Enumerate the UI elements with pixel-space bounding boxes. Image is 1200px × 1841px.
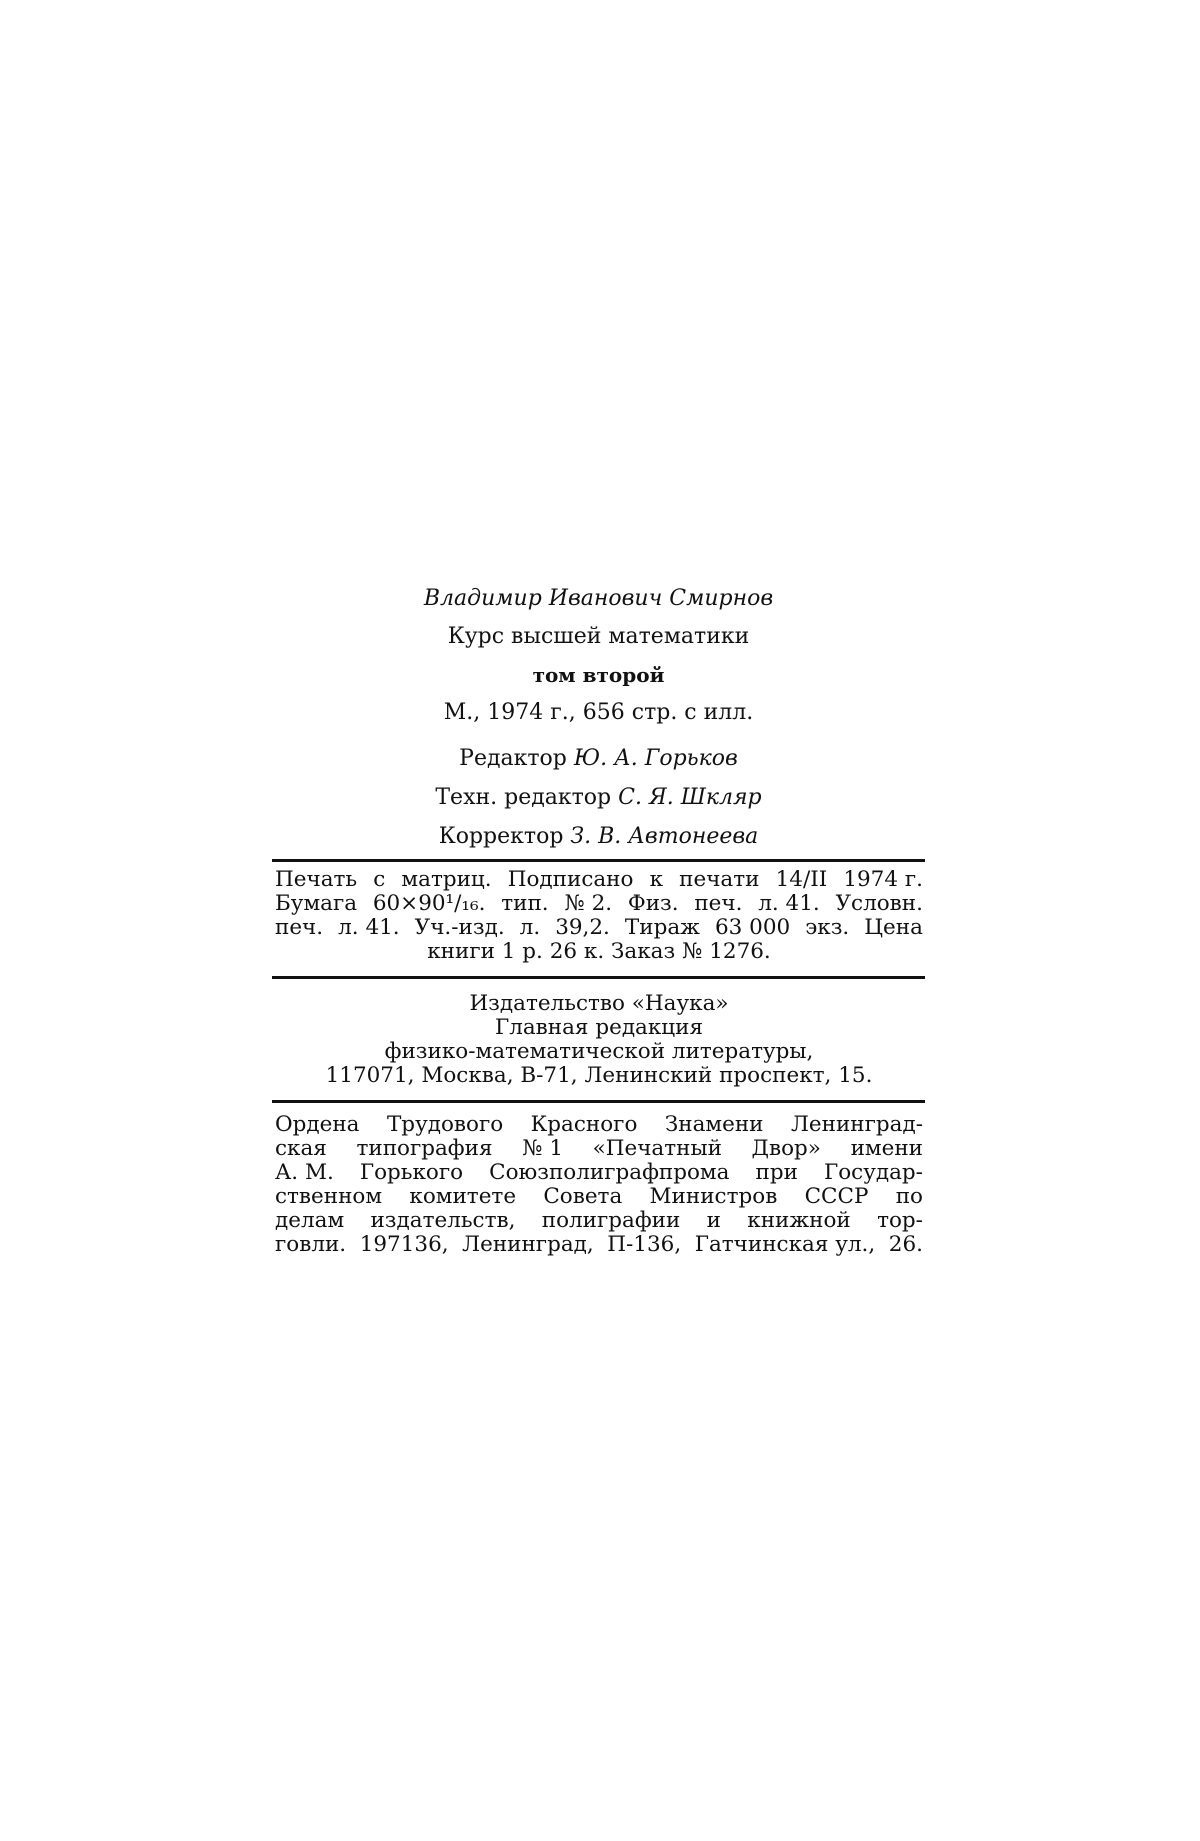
publisher-address: 117071, Москва, В-71, Ленинский проспект, 15.: [325, 1063, 873, 1088]
typography-word: Горького: [359, 1160, 464, 1185]
typography-word: № 1: [522, 1136, 563, 1161]
typography-line-2: [275, 1136, 923, 1161]
printing-word: л. 41.: [338, 915, 400, 940]
tech-editor-name: С. Я. Шкляр: [618, 785, 762, 810]
printing-word: тип.: [501, 891, 549, 916]
typography-word: Гатчинская ул.,: [694, 1232, 876, 1257]
typography-word: Двор»: [751, 1136, 821, 1161]
book-title: Курс высшей математики: [447, 624, 750, 649]
typography-line-4: [275, 1184, 923, 1209]
printing-word: экз.: [805, 915, 850, 940]
printing-word: Бумага: [275, 891, 358, 916]
printing-word: с: [373, 867, 386, 892]
typography-word: тор-: [877, 1208, 923, 1233]
printing-word: к: [649, 867, 664, 892]
printing-word: № 2.: [564, 891, 613, 916]
printing-word: Цена: [864, 915, 923, 940]
typography-word: делам: [275, 1208, 345, 1233]
typography-word: А. М.: [275, 1160, 334, 1185]
volume-label: том второй: [532, 663, 665, 687]
typography-word: по: [895, 1184, 923, 1209]
printing-word: печати: [679, 867, 760, 892]
typography-word: ственном: [275, 1184, 383, 1209]
typography-line-3: [275, 1160, 923, 1185]
typography-word: Министров: [649, 1184, 778, 1209]
editor-name: Ю. А. Горьков: [573, 746, 738, 771]
printing-word: Подписано: [507, 867, 634, 892]
typography-word: Красного: [530, 1112, 638, 1137]
author-name: Владимир Иванович Смирнов: [423, 586, 774, 611]
typography-word: 26.: [888, 1232, 923, 1257]
publisher-name: Издательство «Наука»: [469, 991, 729, 1016]
tech-editor-line: [272, 785, 925, 811]
printing-word: печ.: [694, 891, 743, 916]
typography-word: Государ-: [823, 1160, 923, 1185]
printing-word: 63 000: [714, 915, 791, 940]
printing-word: Условн.: [835, 891, 923, 916]
typography-word: и: [706, 1208, 721, 1233]
printing-word: Физ.: [627, 891, 679, 916]
proofreader-role: Корректор: [438, 824, 564, 849]
typography-word: Союзполиграфпрома: [489, 1160, 730, 1185]
typography-word: П-136,: [607, 1232, 682, 1257]
printing-line-4: книги 1 р. 26 к. Заказ № 1276.: [427, 939, 771, 964]
typography-word: ская: [275, 1136, 327, 1161]
typography-word: Трудового: [386, 1112, 504, 1137]
typography-word: Знамени: [664, 1112, 764, 1137]
typography-word: типография: [356, 1136, 493, 1161]
printing-word: 1974 г.: [843, 867, 923, 892]
typography-word: Совета: [543, 1184, 623, 1209]
proofreader-name: З. В. Автонеева: [570, 824, 759, 849]
printing-word: Тираж: [624, 915, 700, 940]
printing-word: Печать: [275, 867, 358, 892]
printing-word: 60×90¹/₁₆.: [372, 891, 486, 916]
printing-line-1: [275, 867, 923, 892]
editor-line: [272, 746, 925, 772]
printing-word: матриц.: [401, 867, 492, 892]
typography-word: Ленинград,: [462, 1232, 594, 1257]
printing-line-2: [275, 891, 923, 916]
typography-word: издательств,: [370, 1208, 516, 1233]
typography-word: полиграфии: [541, 1208, 681, 1233]
typography-word: Ордена: [275, 1112, 360, 1137]
publisher-division: Главная редакция: [494, 1015, 704, 1040]
typography-word: 197136,: [359, 1232, 449, 1257]
editor-role: Редактор: [459, 746, 567, 771]
printing-line-3: [275, 915, 923, 940]
imprint-line: М., 1974 г., 656 стр. с илл.: [443, 700, 754, 725]
typography-line-5: [275, 1208, 923, 1233]
divider-1: [272, 859, 925, 862]
typography-word: «Печатный: [592, 1136, 722, 1161]
publisher-division-2: физико-математической литературы,: [384, 1039, 814, 1064]
typography-line-6: [275, 1232, 923, 1257]
printing-word: Уч.-изд.: [414, 915, 505, 940]
typography-word: комитете: [409, 1184, 517, 1209]
tech-editor-role: Техн. редактор: [435, 785, 612, 810]
divider-3: [272, 1100, 925, 1103]
printing-word: печ.: [275, 915, 324, 940]
divider-2: [272, 976, 925, 979]
typography-word: имени: [850, 1136, 923, 1161]
printing-word: л. 41.: [758, 891, 820, 916]
typography-line-1: [275, 1112, 923, 1137]
typography-word: говли.: [275, 1232, 347, 1257]
printing-word: л.: [519, 915, 541, 940]
proofreader-line: [272, 824, 925, 850]
typography-word: книжной: [747, 1208, 851, 1233]
printing-word: 39,2.: [555, 915, 610, 940]
typography-word: СССР: [804, 1184, 869, 1209]
printing-word: 14/II: [775, 867, 828, 892]
typography-word: Ленинград-: [790, 1112, 923, 1137]
typography-word: при: [755, 1160, 798, 1185]
